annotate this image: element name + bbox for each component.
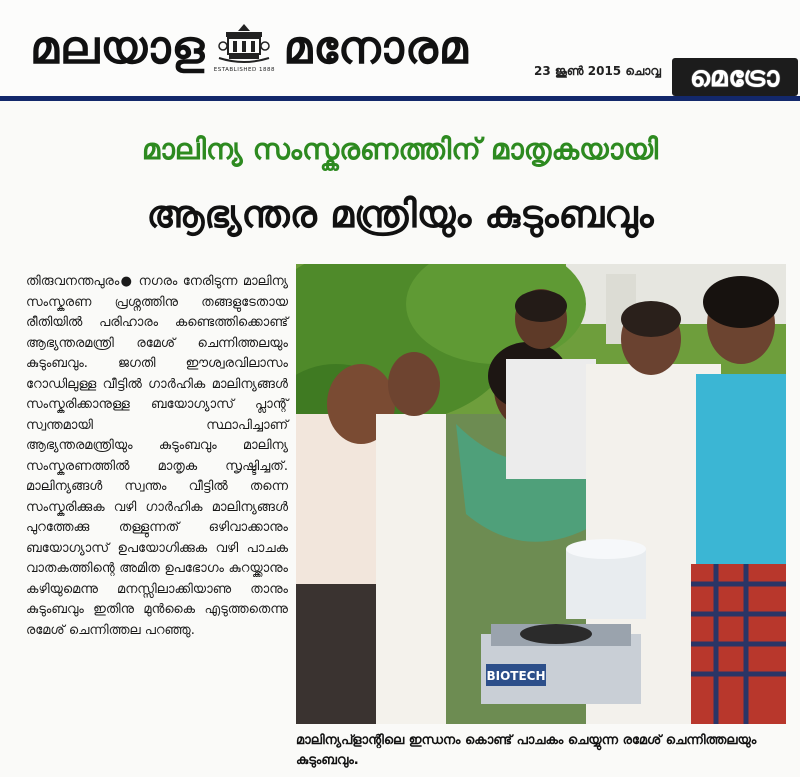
issue-date: 23 ജൂൺ 2015 ചൊവ്വ <box>534 64 661 78</box>
kicker-headline: മാലിന്യ സംസ്കരണത്തിന് മാതൃകയായി <box>141 132 659 166</box>
photo-caption: മാലിന്യപ്ളാന്റിലെ ഇന്ധനം കൊണ്ട് പാചകം ചെയ്യുന്ന രമേശ് ചെന്നിത്തലയും കുടുംബവും. <box>296 733 757 768</box>
nameplate-word-right: മനോരമ <box>283 20 469 74</box>
nameplate-word-left: മലയാള <box>30 20 206 74</box>
article-paragraph: തിരുവനന്തപുരം● നഗരം നേരിടുന്ന മാലിന്യ സംസ്കരണ പ്രശ്നത്തിനു തങ്ങളുടേതായ രീതിയിൽ പരിഹാരം കണ്ടെത്തിക്കൊണ്ട് ആഭ്യന്തരമന്ത്രി രമേശ് ചെന്നിത്തലയും കുടുംബവും. ജഗതി ഈശ്വരവിലാസം റോഡിലുള്ള വീട്ടിൽ ഗാർഹിക മാലിന്യങ്ങൾ സംസ്കരിക്കാനുള്ള ബയോഗ്യാസ് പ്ലാന്റ് സ്വന്തമായി സ്ഥാപിച്ചാണ് ആഭ്യന്തരമന്ത്രിയും കുടുംബവും മാലിന്യ സംസ്കരണത്തിൽ മാതൃക സൃഷ്ടിച്ചത്. മാലിന്യങ്ങൾ സ്വന്തം വീട്ടിൽ തന്നെ സംസ്കരിക്കുക വഴി ഗാർഹിക മാലിന്യങ്ങൾ പുറത്തേക്കു തള്ളുന്നത് ഒഴിവാക്കാനും ബയോഗ്യാസ് ഉപയോഗിക്കുക വഴി പാചക വാതകത്തിന്റെ അമിത ഉപഭോഗം കുറയ്ക്കാനും കഴിയുമെന്നു മനസ്സിലാക്കിയാണു താനും കുടുംബവും ഇതിനു മുൻകൈ എടുത്തതെന്നു രമേശ് ചെന്നിത്തല പറഞ്ഞു. <box>26 274 288 638</box>
masthead <box>0 0 800 100</box>
stove-brand-label: BIOTECH <box>486 669 546 683</box>
main-headline: ആഭ്യന്തര മന്ത്രിയും കുടുംബവും <box>146 192 654 236</box>
masthead-rule <box>0 96 800 101</box>
article-body <box>26 272 288 641</box>
news-photo <box>296 264 786 724</box>
newspaper-nameplate <box>30 14 469 80</box>
newspaper-emblem-icon <box>213 18 275 76</box>
edition-label: മെട്രോ <box>689 60 781 93</box>
edition-badge <box>672 58 798 96</box>
headline-block <box>0 102 800 262</box>
emblem-caption: ESTABLISHED 1888 <box>213 66 275 73</box>
